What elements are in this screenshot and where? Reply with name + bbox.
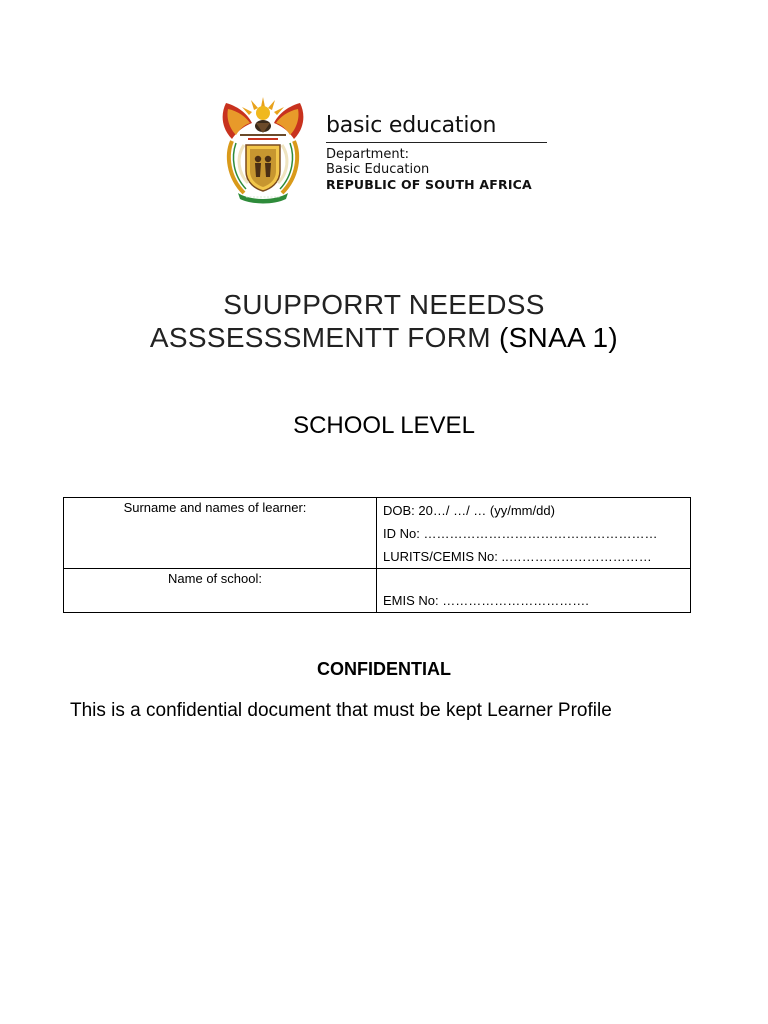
learner-name-cell[interactable]: [64, 498, 377, 569]
form-title-line1: SUUPPORRT NEEEDSS: [223, 289, 545, 320]
department-logo: [218, 93, 558, 208]
learner-ids-cell[interactable]: [377, 498, 691, 569]
school-level-heading: SCHOOL LEVEL: [293, 412, 475, 439]
blank-line: [383, 570, 690, 589]
confidential-heading: CONFIDENTIAL: [317, 659, 451, 679]
form-title-line2: [0, 321, 768, 354]
school-ids: [377, 569, 690, 612]
form-code: (SNAA 1): [498, 322, 619, 353]
department-name: Basic Education: [326, 162, 430, 177]
form-title: [0, 288, 768, 354]
lurits-cemis-field[interactable]: LURITS/CEMIS No: ..……………………………: [383, 549, 652, 564]
sun-rays: [242, 97, 284, 120]
school-name-cell[interactable]: [64, 569, 377, 613]
table-row: [64, 569, 691, 613]
brand-name: basic education: [326, 113, 497, 138]
dob-field[interactable]: DOB: 20…/ …/ … (yy/mm/dd): [383, 503, 555, 518]
emis-number-field[interactable]: EMIS No: …………………………….: [383, 593, 589, 608]
department-text: [326, 113, 550, 192]
country-name: REPUBLIC OF SOUTH AFRICA: [326, 177, 532, 192]
confidential-statement: This is a confidential document that must be kept Learner Profile: [70, 700, 612, 721]
school-name-label: Name of school:: [168, 571, 262, 586]
table-row: [64, 498, 691, 569]
form-title-main: ASSSESSSMENTT FORM: [149, 322, 491, 353]
emis-cell[interactable]: [377, 569, 691, 613]
id-number-field[interactable]: ID No: ………………………………………………: [383, 526, 658, 541]
learner-name-label: Surname and names of learner:: [123, 500, 307, 515]
learner-details-table: [63, 497, 691, 613]
department-label: Department:: [326, 147, 410, 162]
learner-ids: [377, 498, 690, 568]
brand-divider: [326, 142, 547, 143]
south-africa-coat-of-arms-icon: [218, 93, 308, 205]
